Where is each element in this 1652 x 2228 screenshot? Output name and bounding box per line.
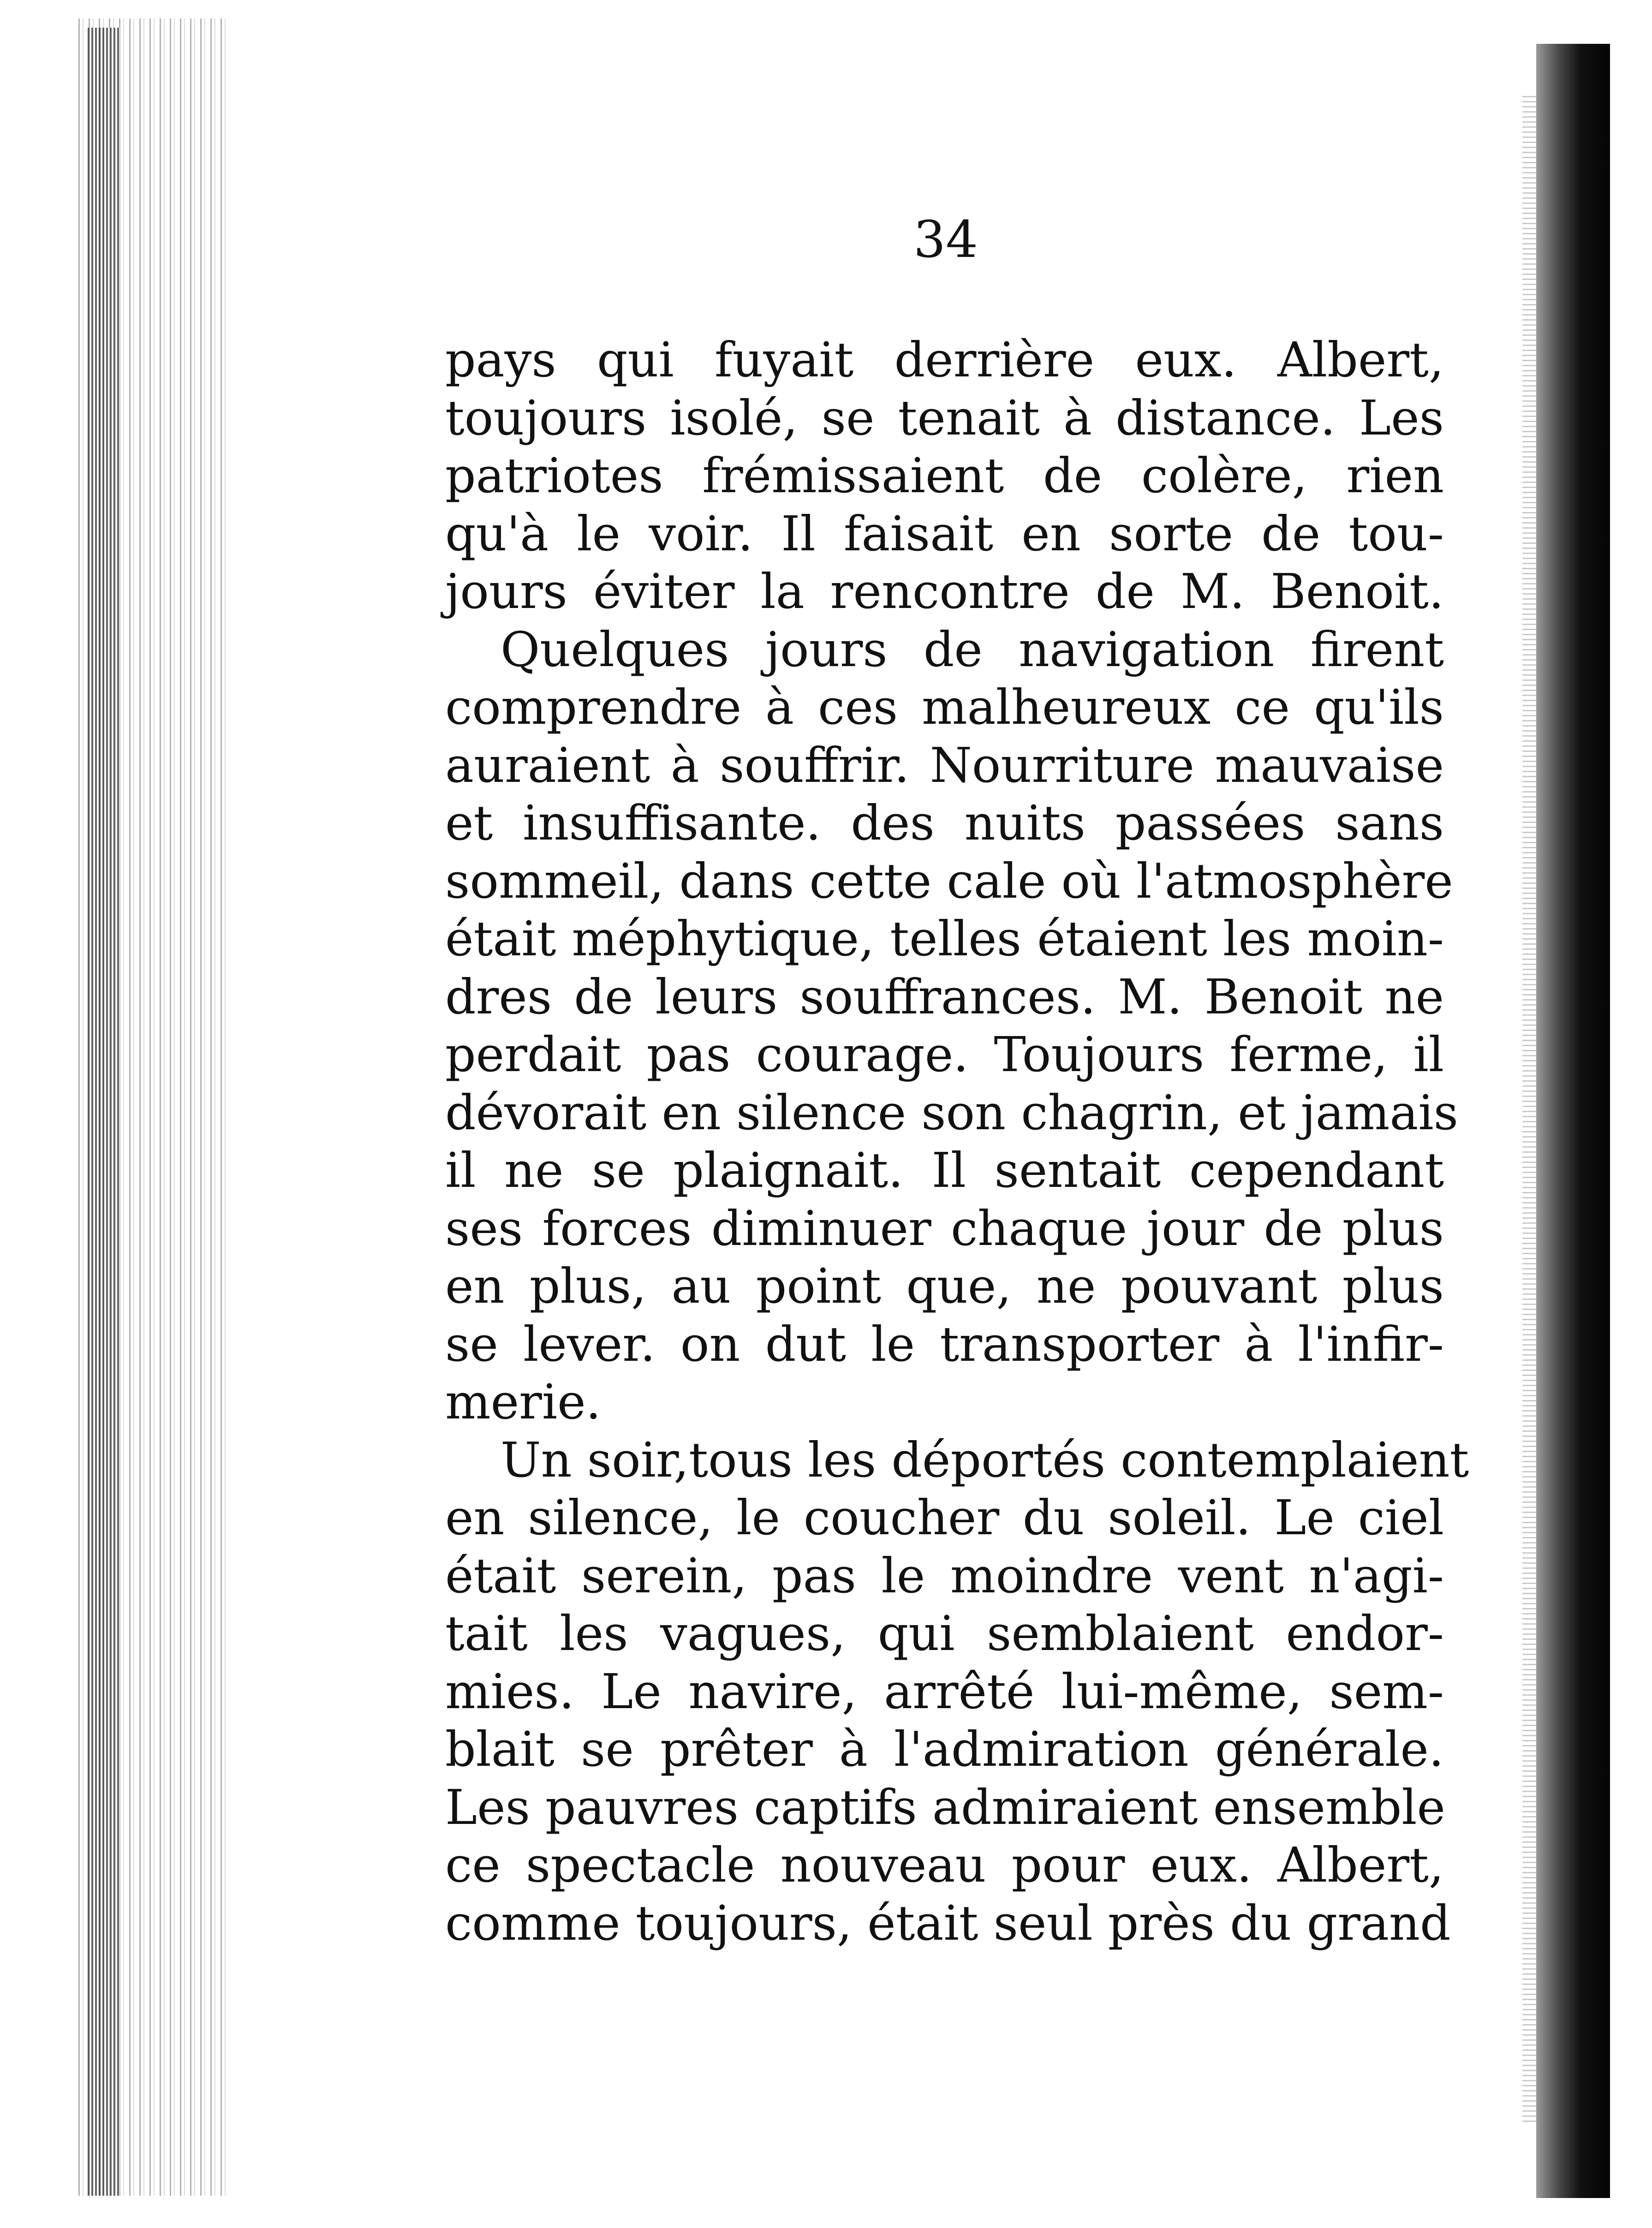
text-line: se lever. on dut le transporter à l'infir- [445, 1316, 1444, 1372]
text-line: comprendre à ces malheureux ce qu'ils [445, 679, 1444, 735]
text-line: ses forces diminuer chaque jour de plus [445, 1200, 1444, 1257]
body-text [445, 331, 1469, 1952]
text-line: pays qui fuyait derrière eux. Albert, [445, 332, 1444, 388]
binding-edge-shadow [88, 28, 120, 2196]
text-line: tait les vagues, qui semblaient endor- [445, 1605, 1444, 1662]
text-line: comme toujours, était seul près du grand [445, 1894, 1451, 1951]
text-line: dres de leurs souffrances. M. Benoit ne [445, 968, 1444, 1025]
text-line: était méphytique, telles étaient les moin- [445, 911, 1444, 967]
text-line: dévorait en silence son chagrin, et jamais [445, 1084, 1458, 1141]
text-line: Un soir,tous les déportés contemplaient [501, 1431, 1469, 1488]
text-line: auraient à souffrir. Nourriture mauvaise [445, 737, 1444, 793]
text-line: mies. Le navire, arrêté lui-même, sem- [445, 1663, 1444, 1720]
text-line: blait se prêter à l'admiration générale. [445, 1721, 1444, 1777]
text-line: en silence, le coucher du soleil. Le ciel [445, 1489, 1444, 1546]
page-edge-border [1536, 44, 1610, 2198]
text-line: toujours isolé, se tenait à distance. Les [445, 389, 1444, 446]
text-line: jours éviter la rencontre de M. Benoit. [445, 563, 1444, 620]
text-line: Les pauvres captifs admiraient ensemble [445, 1779, 1446, 1835]
text-line: Quelques jours de navigation firent [501, 621, 1444, 678]
text-line: merie. [445, 1374, 601, 1430]
text-line: perdait pas courage. Toujours ferme, il [445, 1026, 1444, 1083]
text-line: qu'à le voir. Il faisait en sorte de tou- [445, 505, 1444, 562]
text-line: patriotes frémissaient de colère, rien [445, 447, 1444, 504]
text-line: et insuffisante. des nuits passées sans [445, 795, 1444, 851]
text-line: sommeil, dans cette cale où l'atmosphère [445, 852, 1453, 909]
text-line: ce spectacle nouveau pour eux. Albert, [445, 1837, 1444, 1893]
page-number: 34 [913, 210, 978, 269]
text-line: il ne se plaignait. Il sentait cependant [445, 1142, 1444, 1198]
text-line: en plus, au point que, ne pouvant plus [445, 1258, 1444, 1314]
text-line: était serein, pas le moindre vent n'agi- [445, 1547, 1444, 1604]
